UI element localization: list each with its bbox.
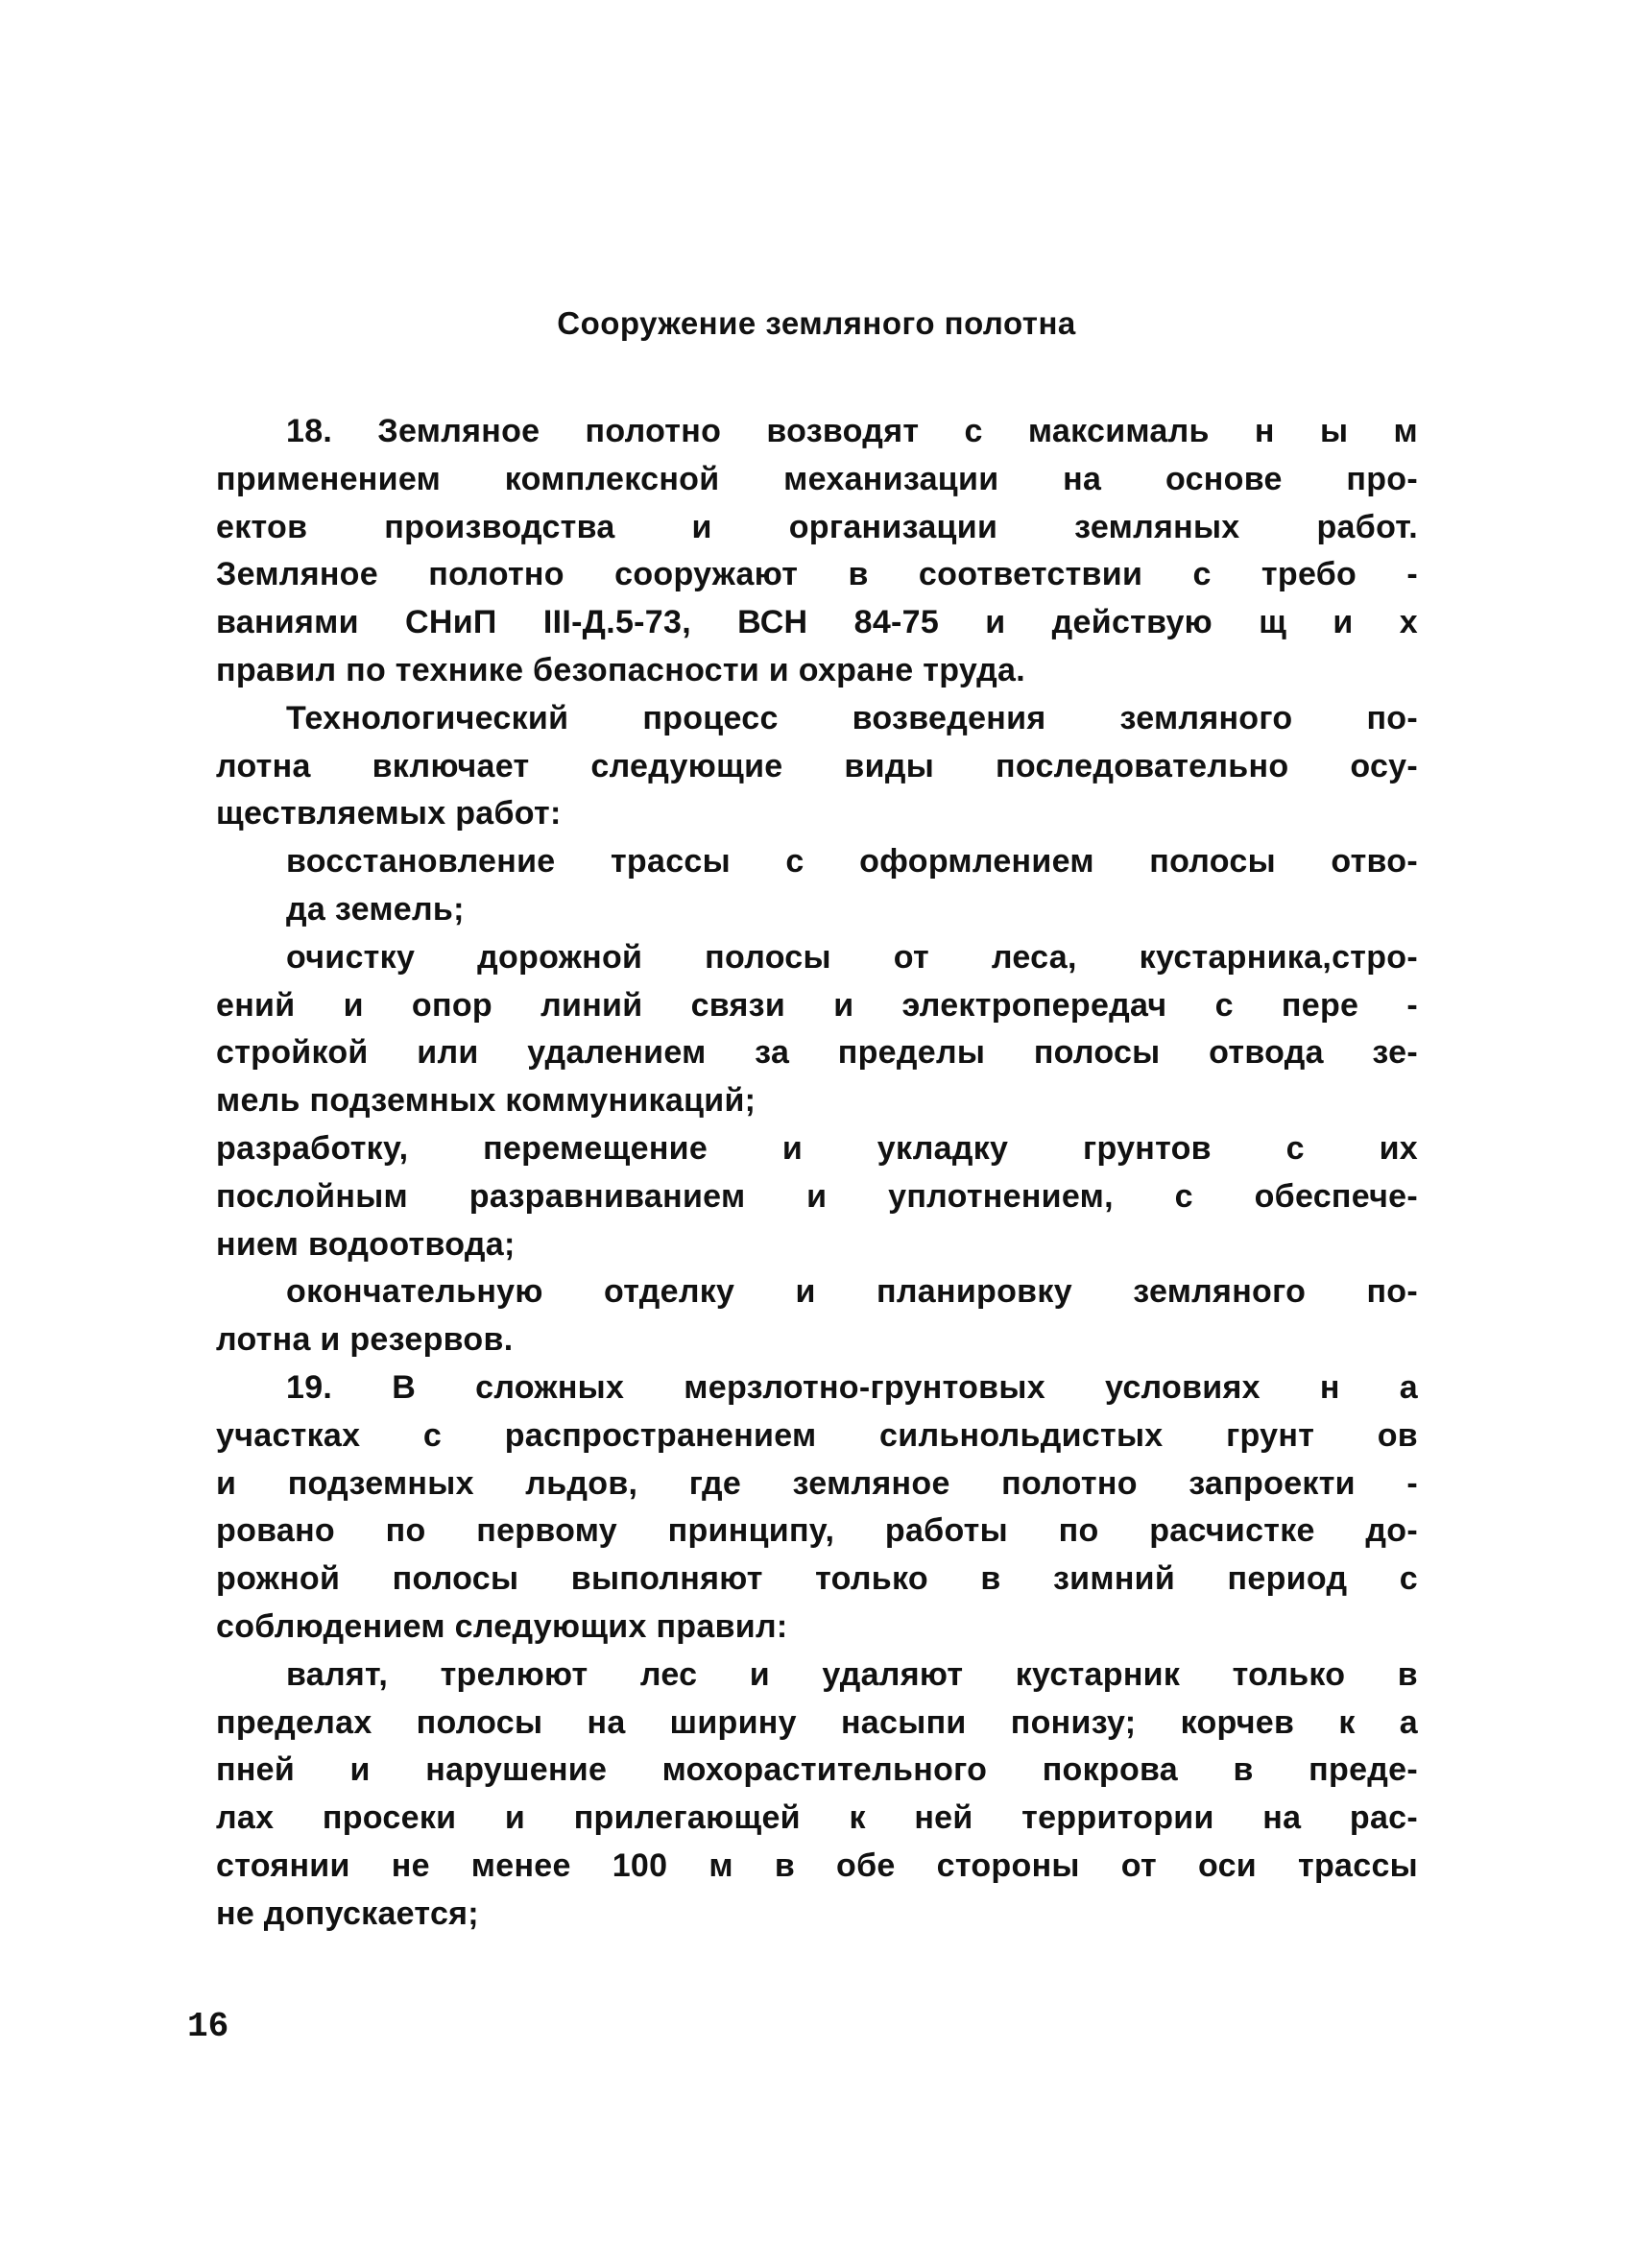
text-line: валят, трелюют лес и удаляют кустарник только в xyxy=(286,1655,1418,1693)
text-line: пней и нарушение мохорастительного покрова в преде- xyxy=(216,1751,1418,1789)
text-line: правил по технике безопасности и охране труда. xyxy=(216,651,1026,688)
text-line: стройкой или удалением за пределы полосы отвода зе- xyxy=(216,1034,1418,1072)
text-line: соблюдением следующих правил: xyxy=(216,1607,788,1645)
text-line: участках с распространением сильнольдистых грунт ов xyxy=(216,1416,1418,1454)
text-line: ений и опор линий связи и электропередач с пере - xyxy=(216,986,1418,1024)
text-line: лотна включает следующие виды последовательно осу- xyxy=(216,747,1418,784)
text-line: восстановление трассы с оформлением полосы отво- xyxy=(286,843,1418,881)
text-line: Технологический процесс возведения земляного по- xyxy=(286,699,1418,736)
page-number: 16 xyxy=(187,2007,229,2046)
text-line: применением комплексной механизации на основе про- xyxy=(216,460,1418,497)
text-line: да земель; xyxy=(286,890,465,928)
text-line: лотна и резервов. xyxy=(216,1321,514,1359)
text-line: стоянии не менее 100 м в обе стороны от оси трассы xyxy=(216,1846,1418,1884)
section-title: Сооружение земляного полотна xyxy=(557,305,1076,341)
text-line: пределах полосы на ширину насыпи понизу; корчев к а xyxy=(216,1703,1418,1741)
text-line: и подземных льдов, где земляное полотно запроекти - xyxy=(216,1464,1418,1502)
text-line: разработку, перемещение и укладку грунтов с их xyxy=(216,1129,1418,1167)
text-line: ектов производства и организации земляных работ. xyxy=(216,508,1418,545)
text-line: 19. В сложных мерзлотно-грунтовых условиях н а xyxy=(286,1368,1418,1406)
text-line: рожной полосы выполняют только в зимний период с xyxy=(216,1560,1418,1598)
text-line: ровано по первому принципу, работы по расчистке до- xyxy=(216,1512,1418,1550)
text-line: ществляемых работ: xyxy=(216,795,562,832)
text-line: Земляное полотно сооружают в соответствии с требо - xyxy=(216,556,1418,593)
text-line: мель подземных коммуникаций; xyxy=(216,1082,756,1120)
text-line: послойным разравниванием и уплотнением, с обеспече- xyxy=(216,1177,1418,1215)
text-line: лах просеки и прилегающей к ней территории на рас- xyxy=(216,1799,1418,1837)
body-text xyxy=(216,408,1418,1939)
text-line: окончательную отделку и планировку земляного по- xyxy=(286,1273,1418,1311)
text-line: 18. Земляное полотно возводят с максималь н ы м xyxy=(286,413,1418,449)
text-line: ваниями СНиП III-Д.5-73, ВСН 84-75 и действую щ и х xyxy=(216,604,1418,641)
text-line: очистку дорожной полосы от леса, кустарника,стро- xyxy=(286,938,1418,976)
text-line: не допускается; xyxy=(216,1894,479,1932)
text-line: нием водоотвода; xyxy=(216,1225,516,1263)
